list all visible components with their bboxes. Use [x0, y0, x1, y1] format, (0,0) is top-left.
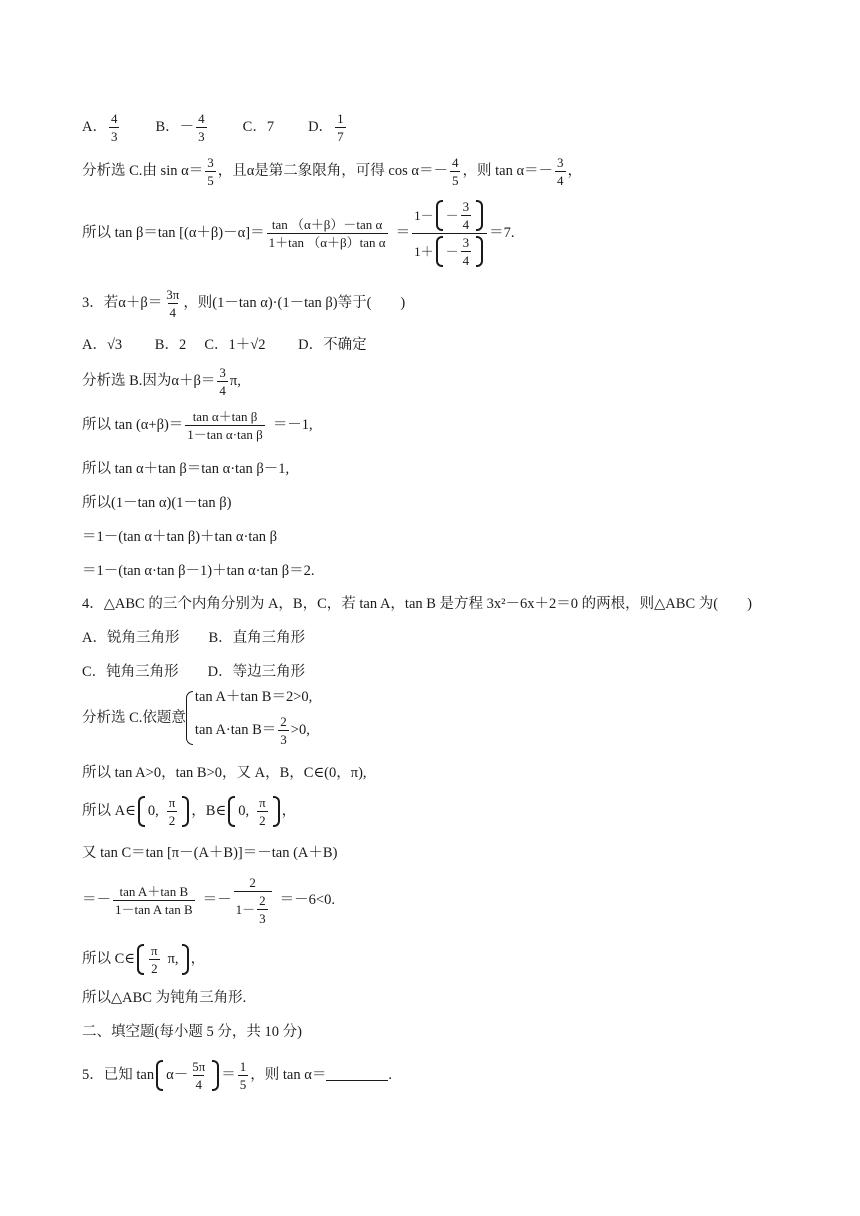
numerator: 4 [110, 111, 118, 126]
q2-analysis-line2 [82, 200, 515, 267]
numerator: 1 [239, 1059, 247, 1074]
q2-analysis-line1 [82, 156, 582, 187]
q4-stem: 4．△ABC 的三个内角分别为 A，B，C，若 tan A，tan B 是方程 3x²－6x＋2＝0 的两根，则△ABC 为( ) [82, 596, 752, 612]
fraction [164, 288, 181, 319]
fraction [185, 410, 265, 441]
right-paren [212, 1060, 219, 1091]
numerator: π [168, 795, 176, 810]
right-paren [182, 796, 189, 827]
text: π, [229, 373, 241, 390]
fraction [257, 894, 268, 925]
text: ，B∈ [191, 803, 227, 820]
numerator: 3 [219, 365, 226, 380]
text: 1－ [414, 208, 434, 223]
denominator: 4 [557, 173, 564, 188]
numerator: π [259, 795, 266, 810]
paren-group [436, 200, 484, 231]
numerator: 4 [451, 155, 459, 170]
q3-options: A．√3 B．2 C．1＋√2 D．不确定 [82, 337, 367, 353]
text: ，则 tan α＝ [250, 1067, 327, 1084]
compound-fraction [412, 200, 487, 267]
denominator: 4 [219, 383, 226, 398]
q4-options-row1: A．锐角三角形 B．直角三角形 [82, 630, 306, 646]
fraction [555, 156, 566, 187]
numerator [412, 200, 487, 233]
numerator: 3 [207, 155, 214, 170]
fraction [149, 944, 160, 975]
numerator: 4 [198, 111, 205, 126]
numerator: 2 [249, 875, 256, 890]
text: 所以 A∈ [82, 803, 136, 820]
paren-group [137, 944, 189, 975]
system-row [195, 715, 312, 746]
numerator: 3 [462, 235, 470, 250]
numerator: 2 [280, 713, 287, 729]
q3-analysis-line6: ＝1－(tan α·tan β－1)＋tan α·tan β＝2. [82, 563, 315, 579]
section-heading: 二、填空题(每小题 5 分，共 10 分) [82, 1024, 302, 1040]
q4-analysis-line4: 又 tan C＝tan [π－(A＋B)]＝－tan (A＋B) [82, 845, 338, 861]
paren-content [443, 236, 477, 267]
q4-analysis-line5 [82, 876, 335, 925]
denominator: 3 [110, 129, 118, 144]
text: 分析选 C.依题意 [82, 709, 186, 726]
text: ，则 tan α＝－ [462, 163, 554, 180]
fraction [461, 200, 472, 231]
fraction [205, 156, 216, 187]
text: ， [567, 163, 583, 180]
right-paren [476, 236, 483, 267]
text: >0, [290, 721, 310, 738]
denominator: 4 [195, 1077, 202, 1092]
denominator: 2 [168, 813, 176, 828]
q3-stem [82, 288, 405, 319]
q3-analysis-line2 [82, 410, 313, 441]
text: 3．若α＋β＝ [82, 295, 163, 312]
text: ＝－6<0. [279, 892, 335, 909]
left-paren [138, 796, 145, 827]
text: tan A＋tan B＝2>0, [194, 689, 313, 705]
paren-content [163, 1060, 212, 1091]
denominator: 1－tan A tan B [115, 902, 193, 917]
paren-content [145, 796, 182, 827]
q3-analysis-line5: ＝1－(tan α＋tan β)＋tan α·tan β [82, 529, 278, 545]
q3-analysis-line1 [82, 366, 241, 397]
fraction [450, 156, 461, 187]
numerator: 1 [337, 111, 344, 126]
paren-content [443, 200, 477, 231]
text: ＝ [221, 1067, 236, 1084]
denominator [412, 233, 487, 267]
denominator: 5 [451, 173, 459, 188]
left-paren [137, 944, 144, 975]
numerator: 2 [259, 893, 266, 908]
q5-stem [82, 1060, 392, 1091]
denominator: 4 [462, 217, 470, 232]
text: 0, [147, 803, 159, 820]
q2-options [82, 112, 348, 143]
q4-options-row2: C．钝角三角形 D．等边三角形 [82, 664, 306, 680]
answer-blank[interactable] [326, 1070, 388, 1081]
numerator: 3 [462, 199, 470, 214]
fraction [267, 218, 388, 249]
fraction [196, 112, 207, 143]
denominator: 1－tan α·tan β [187, 427, 263, 442]
numerator: 5π [192, 1059, 206, 1074]
denominator: 2 [151, 961, 158, 976]
text: － [445, 208, 459, 223]
denominator: 1＋tan （α＋β）tan α [268, 235, 386, 250]
right-paren [182, 944, 189, 975]
paren-content [144, 944, 182, 975]
denominator: 7 [337, 129, 344, 144]
fraction [335, 112, 346, 143]
left-paren [436, 200, 443, 231]
paren-group [436, 236, 484, 267]
text: ，且α是第二象限角，可得 cos α＝－ [217, 163, 448, 180]
compound-fraction [234, 876, 272, 925]
text: ，则(1－tan α)·(1－tan β)等于( ) [183, 295, 406, 312]
q3-analysis-line3: 所以 tan α＋tan β＝tan α·tan β－1, [82, 461, 290, 477]
fraction [167, 796, 178, 827]
denominator: 3 [198, 129, 205, 144]
denominator: 4 [462, 253, 470, 268]
numerator: 3π [166, 287, 180, 302]
text: tan A·tan B＝ [194, 721, 277, 738]
q4-analysis-line2: 所以 tan A>0，tan B>0，又 A，B，C∈(0，π), [82, 765, 367, 781]
system-row [195, 690, 312, 705]
text: 分析选 C.由 sin α＝ [82, 163, 204, 180]
denominator: 5 [207, 173, 214, 188]
equation-system [195, 690, 312, 746]
text: 1＋ [414, 244, 434, 259]
right-paren [273, 796, 280, 827]
denominator [234, 891, 272, 925]
numerator: tan （α＋β）－tan α [271, 217, 383, 232]
fraction [109, 112, 120, 143]
text: ＝－ [82, 892, 111, 909]
paren-group [228, 796, 279, 827]
q4-analysis-line3 [82, 796, 296, 827]
text: 所以 tan β＝tan [(α＋β)－α]＝ [82, 225, 265, 242]
text: ， [190, 951, 206, 968]
left-paren [228, 796, 235, 827]
numerator: 3 [557, 155, 564, 170]
q3-analysis-line4: 所以(1－tan α)(1－tan β) [82, 495, 232, 511]
fraction [257, 796, 268, 827]
fraction [461, 236, 472, 267]
numerator: tan α＋tan β [192, 409, 258, 424]
option-a-label: A． [82, 119, 107, 136]
text: 1－ [235, 902, 256, 917]
denominator: 2 [259, 813, 266, 828]
denominator: 4 [169, 305, 177, 320]
numerator: tan A＋tan B [119, 884, 189, 899]
denominator: 3 [280, 731, 287, 747]
q4-analysis-line1 [82, 690, 312, 746]
text: 5．已知 tan [82, 1067, 155, 1084]
option-b-label: B．－ [155, 119, 195, 136]
option-c-label: C．7 [242, 119, 275, 136]
fraction [278, 715, 289, 746]
q4-analysis-line6 [82, 944, 205, 975]
denominator: 3 [259, 911, 266, 926]
text: － [445, 244, 459, 259]
paren-content [235, 796, 272, 827]
left-brace [186, 691, 193, 745]
fraction [190, 1060, 207, 1091]
text: 所以 tan (α+β)＝ [82, 417, 184, 434]
text: ＝－ [202, 892, 232, 909]
fraction [113, 885, 195, 916]
text: ＝－1, [272, 417, 313, 434]
text: ， [281, 803, 297, 820]
text: . [388, 1067, 392, 1084]
text: 分析选 B.因为α＋β＝ [82, 373, 216, 390]
text: α－ [166, 1067, 189, 1084]
paren-group [138, 796, 189, 827]
denominator: 5 [239, 1077, 247, 1092]
option-d-label: D． [308, 119, 334, 136]
fraction [217, 366, 228, 397]
fraction [238, 1060, 249, 1091]
text: ＝ [395, 225, 411, 242]
paren-group [156, 1060, 219, 1091]
right-paren [476, 200, 483, 231]
text: 所以 C∈ [82, 951, 136, 968]
left-paren [156, 1060, 163, 1091]
text: ＝7. [489, 225, 515, 242]
text: 0, [238, 803, 250, 820]
q4-analysis-line7: 所以△ABC 为钝角三角形. [82, 990, 247, 1006]
text: π, [167, 951, 179, 968]
numerator: π [151, 943, 158, 958]
left-paren [436, 236, 443, 267]
